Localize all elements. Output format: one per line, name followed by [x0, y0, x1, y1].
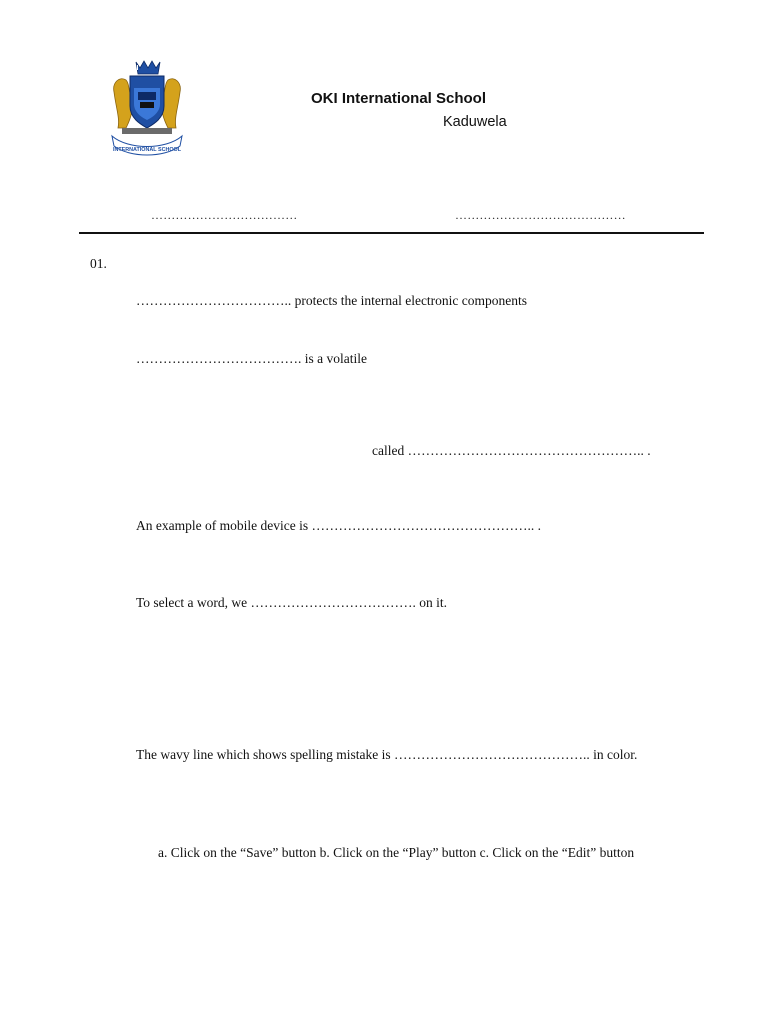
name-blank-field[interactable]: ………………………………: [151, 208, 298, 222]
question-number: 01.: [90, 256, 107, 271]
svg-text:OKI: OKI: [126, 65, 139, 72]
header-divider: [79, 232, 704, 234]
svg-text:INTERNATIONAL SCHOOL: INTERNATIONAL SCHOOL: [112, 147, 182, 153]
question-line: …………………………….. protects the internal electronic components: [136, 293, 528, 308]
grade-blank-field[interactable]: ……………………………………: [455, 208, 626, 222]
school-logo: [108, 58, 186, 162]
school-crest-icon: [108, 58, 186, 162]
question-line: To select a word, we ………………………………. on it.: [136, 595, 448, 610]
question-line: ………………………………. is a volatile: [136, 351, 367, 366]
school-location: Kaduwela: [443, 114, 507, 130]
question-line: An example of mobile device is ………………………………………….. .: [136, 518, 541, 533]
school-name: OKI International School: [311, 90, 487, 107]
question-line: The wavy line which shows spelling mistake is …………………………………….. in color.: [136, 747, 638, 762]
answer-options: a. Click on the “Save” button b. Click on the “Play” button c. Click on the “Edit” button: [158, 845, 635, 860]
question-line: called …………………………………………….. .: [372, 443, 651, 458]
